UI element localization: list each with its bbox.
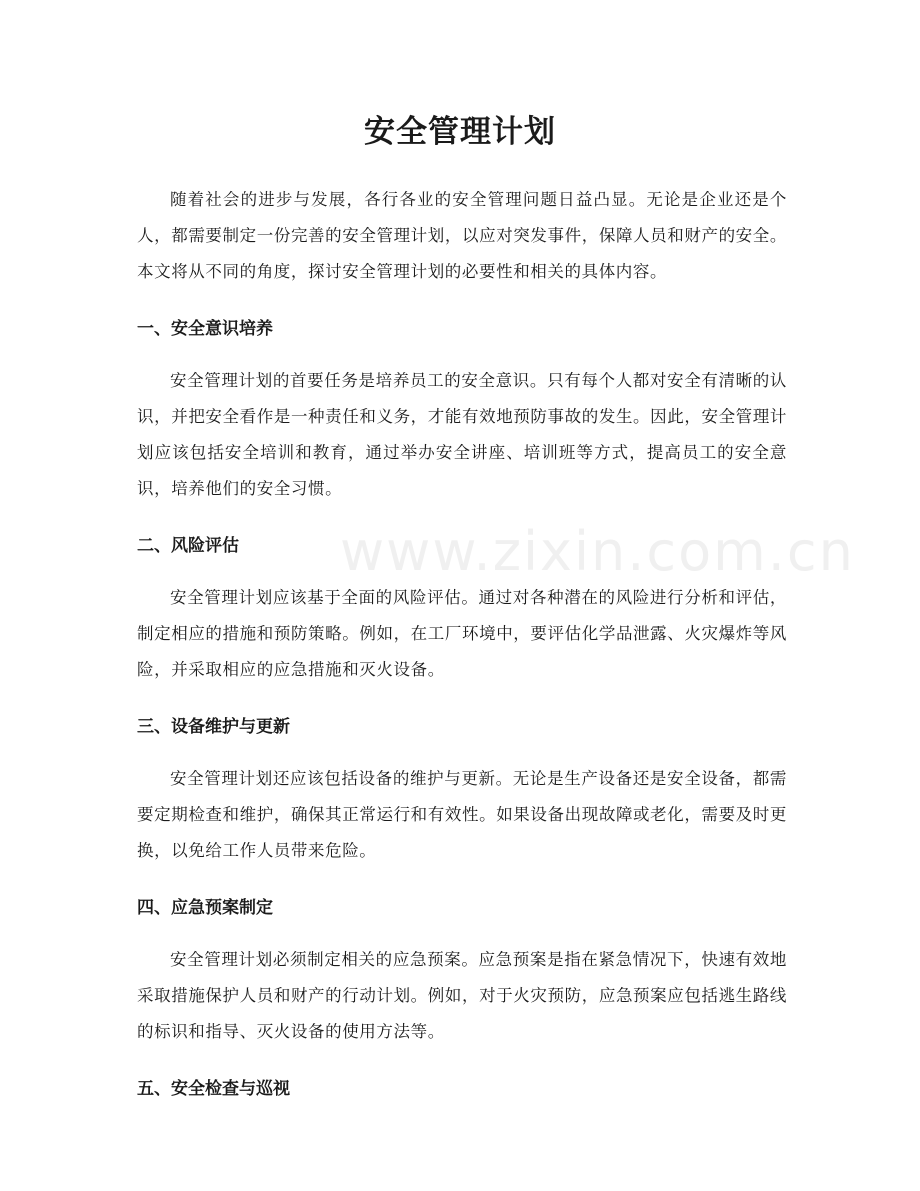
intro-paragraph: 随着社会的进步与发展，各行各业的安全管理问题日益凸显。无论是企业还是个人，都需要制定一份完善的安全管理计划，以应对突发事件，保障人员和财产的安全。本文将从不同的角度，探讨安全管理计划的必要性和相关的具体内容。 [137, 190, 787, 281]
section-heading-4: 四、应急预案制定 [137, 898, 273, 918]
watermark: www.zixin.com.cn [340, 520, 855, 583]
section-paragraph-1: 安全管理计划的首要任务是培养员工的安全意识。只有每个人都对安全有清晰的认识，并把安全看作是一种责任和义务，才能有效地预防事故的发生。因此，安全管理计划应该包括安全培训和教育，通过举办安全讲座、培训班等方式，提高员工的安全意识，培养他们的安全习惯。 [137, 371, 787, 498]
section-paragraph-4: 安全管理计划必须制定相关的应急预案。应急预案是指在紧急情况下，快速有效地采取措施保护人员和财产的行动计划。例如，对于火灾预防，应急预案应包括逃生路线的标识和指导、灭火设备的使用方法等。 [137, 950, 787, 1041]
document-title: 安全管理计划 [364, 114, 556, 150]
section-heading-5: 五、安全检查与巡视 [137, 1079, 290, 1099]
section-heading-1: 一、安全意识培养 [137, 319, 273, 339]
document-body [137, 182, 787, 1123]
section-paragraph-2: 安全管理计划应该基于全面的风险评估。通过对各种潜在的风险进行分析和评估，制定相应的措施和预防策略。例如，在工厂环境中，要评估化学品泄露、火灾爆炸等风险，并采取相应的应急措施和灭火设备。 [137, 588, 787, 679]
section-paragraph-3: 安全管理计划还应该包括设备的维护与更新。无论是生产设备还是安全设备，都需要定期检查和维护，确保其正常运行和有效性。如果设备出现故障或老化，需要及时更换，以免给工作人员带来危险。 [137, 769, 787, 860]
section-heading-3: 三、设备维护与更新 [137, 717, 290, 737]
section-heading-2: 二、风险评估 [137, 536, 239, 556]
